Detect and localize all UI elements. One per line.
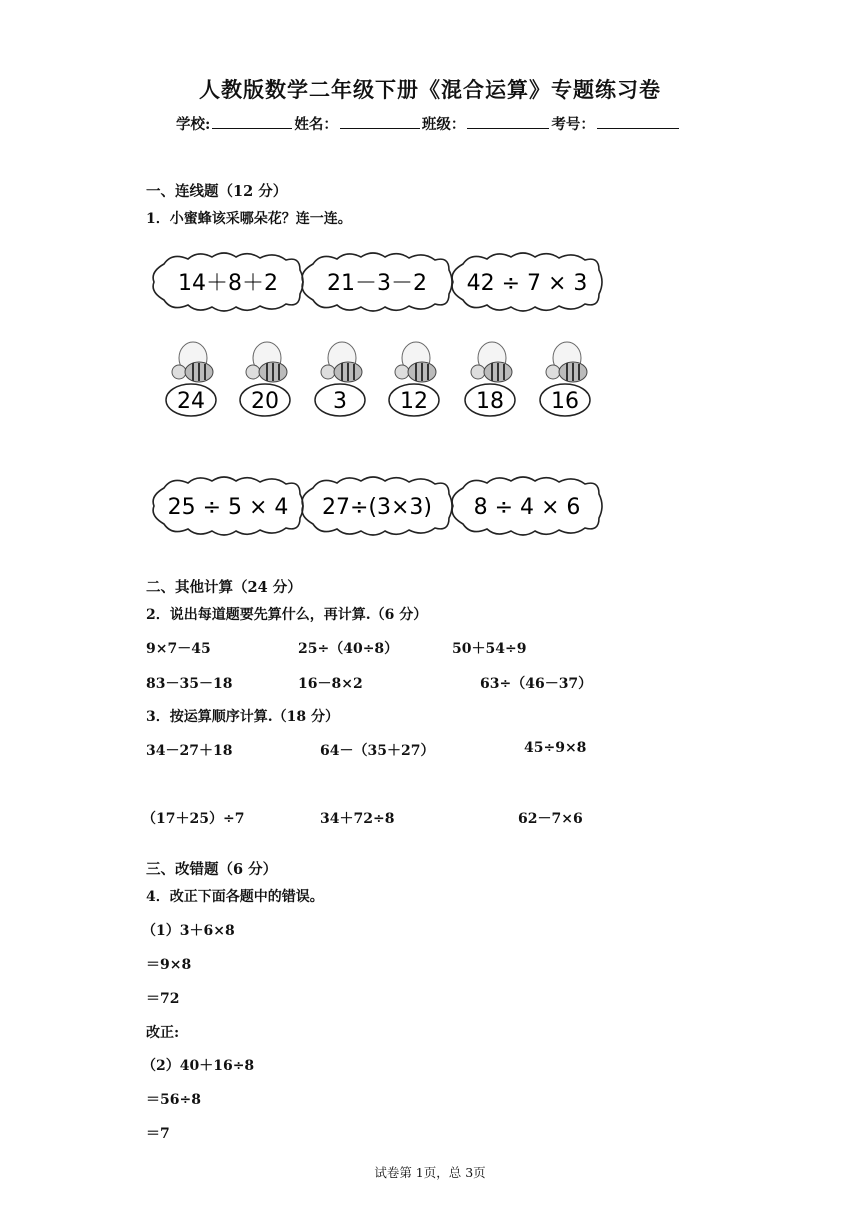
q3-expr-3: 45÷9×8 [524,740,587,756]
flower-top-3-label: 42 ÷ 7 × 3 [466,271,588,296]
exam-no-label: 考号： [551,116,595,133]
bee-icon [395,342,436,382]
bee-6-label: 16 [551,389,579,414]
bee-4-label: 12 [400,389,428,414]
flower-top-1[interactable] [153,253,303,311]
q4-correction-label: 改正: [146,1025,180,1041]
q3-expr-5: 34＋72÷8 [320,811,395,827]
name-blank[interactable] [340,114,420,129]
question-3: 3．按运算顺序计算.（18 分） [146,709,339,725]
flower-top-3[interactable] [452,253,602,311]
bee-1-label: 24 [177,389,205,414]
flower-top-1-label: 14＋8＋2 [178,271,278,296]
q4-line-1: （1）3＋6×8 [142,923,235,939]
q3-expr-4: （17＋25）÷7 [142,811,245,827]
flower-bottom-1[interactable] [153,477,303,535]
matching-illustration [140,248,620,538]
flower-bottom-1-label: 25 ÷ 5 × 4 [167,495,289,520]
q4-line-5: （2）40＋16÷8 [142,1058,255,1074]
bee-5[interactable] [465,342,515,416]
page-footer: 试卷第 1页，总 3页 [374,1165,486,1180]
flower-top-2-label: 21－3－2 [327,271,427,296]
bee-4[interactable] [389,342,439,416]
bee-3-label: 3 [333,389,347,414]
q2-expr-6: 63÷（46－37） [480,676,593,692]
q3-expr-2: 64－（35＋27） [320,743,435,759]
q4-line-6: ＝56÷8 [146,1092,201,1108]
bee-1[interactable] [166,342,216,416]
class-label: 班级： [421,116,466,133]
name-label: 姓名： [294,116,338,133]
q2-expr-1: 9×7－45 [146,641,211,657]
flower-bottom-2-label: 27÷(3×3) [321,495,433,520]
section3-heading: 三、改错题（6 分） [146,861,278,878]
bee-2-label: 20 [251,389,279,414]
school-blank[interactable] [212,114,292,129]
q2-expr-4: 83－35－18 [146,676,233,692]
question-2: 2．说出每道题要先算什么，再计算.（6 分） [146,607,428,623]
flower-bottom-3-label: 8 ÷ 4 × 6 [473,495,581,520]
q2-expr-5: 16－8×2 [298,676,363,692]
flower-bottom-2[interactable] [302,477,452,535]
q2-expr-2: 25÷（40÷8） [298,641,399,657]
flower-top-2[interactable] [302,253,452,311]
bee-2[interactable] [240,342,290,416]
flower-bottom-3[interactable] [452,477,602,535]
bee-3[interactable] [315,342,365,416]
bee-5-label: 18 [476,389,504,414]
bee-icon [172,342,213,382]
question-4: 4．改正下面各题中的错误。 [146,889,324,905]
section1-heading: 一、连线题（12 分） [146,183,288,200]
bee-icon [546,342,587,382]
page-title: 人教版数学二年级下册《混合运算》专题练习卷 [199,77,661,102]
section2-heading: 二、其他计算（24 分） [146,579,302,596]
q3-expr-1: 34－27＋18 [146,743,233,759]
school-label: 学校: [176,116,211,133]
bee-icon [471,342,512,382]
student-info-line [176,113,681,134]
q4-line-3: ＝72 [146,991,180,1007]
q4-line-7: ＝7 [146,1126,170,1142]
bee-6[interactable] [540,342,590,416]
exam-no-blank[interactable] [597,114,679,129]
q2-expr-3: 50＋54÷9 [452,641,527,657]
bee-icon [321,342,362,382]
q4-line-2: ＝9×8 [146,957,192,973]
question-1: 1．小蜜蜂该采哪朵花？连一连。 [146,211,352,227]
q3-expr-6: 62－7×6 [518,811,583,827]
bee-icon [246,342,287,382]
class-blank[interactable] [467,114,549,129]
